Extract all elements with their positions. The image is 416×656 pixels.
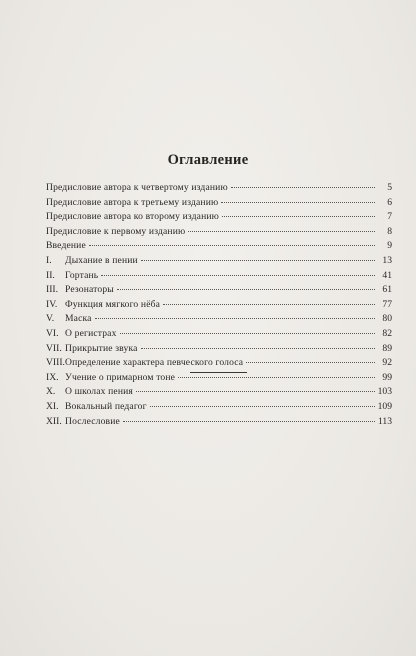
page-number: 61 xyxy=(382,284,392,296)
dot-leader xyxy=(221,201,375,203)
entry-title: Определение характера певческого голоса xyxy=(65,357,244,369)
page-number: 13 xyxy=(382,254,392,266)
chapter-number: I. xyxy=(46,254,52,266)
chapter-number: II. xyxy=(46,269,55,281)
toc-entry xyxy=(46,269,392,284)
toc-entry xyxy=(46,225,392,240)
toc-entry xyxy=(46,312,392,327)
toc-entry xyxy=(46,196,392,211)
toc-entry xyxy=(46,400,392,415)
entry-title: Гортань xyxy=(65,269,99,281)
dot-leader xyxy=(150,405,375,407)
toc-entry xyxy=(46,210,392,225)
chapter-number: V. xyxy=(46,313,55,325)
dot-leader xyxy=(222,215,375,217)
entry-title: Введение xyxy=(46,240,86,252)
dot-leader xyxy=(141,347,375,349)
page-number: 9 xyxy=(387,240,392,252)
dot-leader xyxy=(120,332,375,334)
page-number: 89 xyxy=(382,342,392,354)
entry-title: Маска xyxy=(65,313,92,325)
dot-leader xyxy=(246,361,375,363)
dot-leader xyxy=(136,390,375,392)
entry-title: Резонаторы xyxy=(65,284,114,296)
entry-title: Прикрытие звука xyxy=(65,342,138,354)
page-number: 5 xyxy=(387,182,392,193)
entry-title: О школах пения xyxy=(65,386,133,398)
page-number: 7 xyxy=(387,211,392,223)
page-number: 8 xyxy=(387,225,392,237)
dot-leader xyxy=(141,259,375,261)
page-number: 92 xyxy=(382,357,392,369)
page-number: 103 xyxy=(377,386,392,398)
page-number: 113 xyxy=(377,415,392,427)
chapter-number: XII. xyxy=(46,415,62,427)
toc-entry xyxy=(46,415,392,430)
toc-entry xyxy=(46,298,392,313)
chapter-number: XI. xyxy=(46,400,59,412)
chapter-number: VII. xyxy=(46,342,62,354)
dot-leader xyxy=(163,303,375,305)
toc-entry xyxy=(46,181,392,196)
chapter-number: VI. xyxy=(46,327,59,339)
entry-title: О регистрах xyxy=(65,327,117,339)
dot-leader xyxy=(188,230,375,232)
chapter-number: IV. xyxy=(46,298,58,310)
toc-entry xyxy=(46,327,392,342)
chapter-number: VIII. xyxy=(46,357,65,369)
dot-leader xyxy=(117,288,375,290)
page-number: 41 xyxy=(382,269,392,281)
page-number: 82 xyxy=(382,327,392,339)
toc-entry xyxy=(46,356,392,371)
entry-title: Учение о примарном тоне xyxy=(65,371,176,383)
entry-title: Послесловие xyxy=(65,415,120,427)
dot-leader xyxy=(95,317,375,319)
entry-title: Функция мягкого нёба xyxy=(65,298,161,310)
page-number: 109 xyxy=(377,400,392,412)
toc-entry xyxy=(46,254,392,269)
dot-leader xyxy=(123,420,375,422)
chapter-number: X. xyxy=(46,386,56,398)
toc-title: Оглавление xyxy=(167,152,249,168)
page-number: 77 xyxy=(382,298,392,310)
entry-title: Предисловие автора к четвертому изданию xyxy=(46,182,228,193)
entry-title: Дыхание в пении xyxy=(65,254,138,266)
chapter-number: III. xyxy=(46,284,58,296)
entry-title: Предисловие автора к третьему изданию xyxy=(46,196,219,208)
page-number: 80 xyxy=(382,313,392,325)
entry-title: Предисловие к первому изданию xyxy=(46,225,186,237)
entry-title: Предисловие автора ко второму изданию xyxy=(46,211,219,223)
dot-leader xyxy=(178,376,375,378)
toc-entry xyxy=(46,239,392,254)
toc-entry xyxy=(46,283,392,298)
page-number: 99 xyxy=(382,371,392,383)
chapter-number: IX. xyxy=(46,371,59,383)
dot-leader xyxy=(101,274,375,276)
toc-entry xyxy=(46,385,392,400)
table-of-contents xyxy=(46,181,392,429)
dot-leader xyxy=(231,186,375,188)
dot-leader xyxy=(89,244,375,246)
closing-rule xyxy=(190,372,247,373)
page-number: 6 xyxy=(387,196,392,208)
entry-title: Вокальный педагог xyxy=(65,400,147,412)
toc-entry xyxy=(46,342,392,357)
